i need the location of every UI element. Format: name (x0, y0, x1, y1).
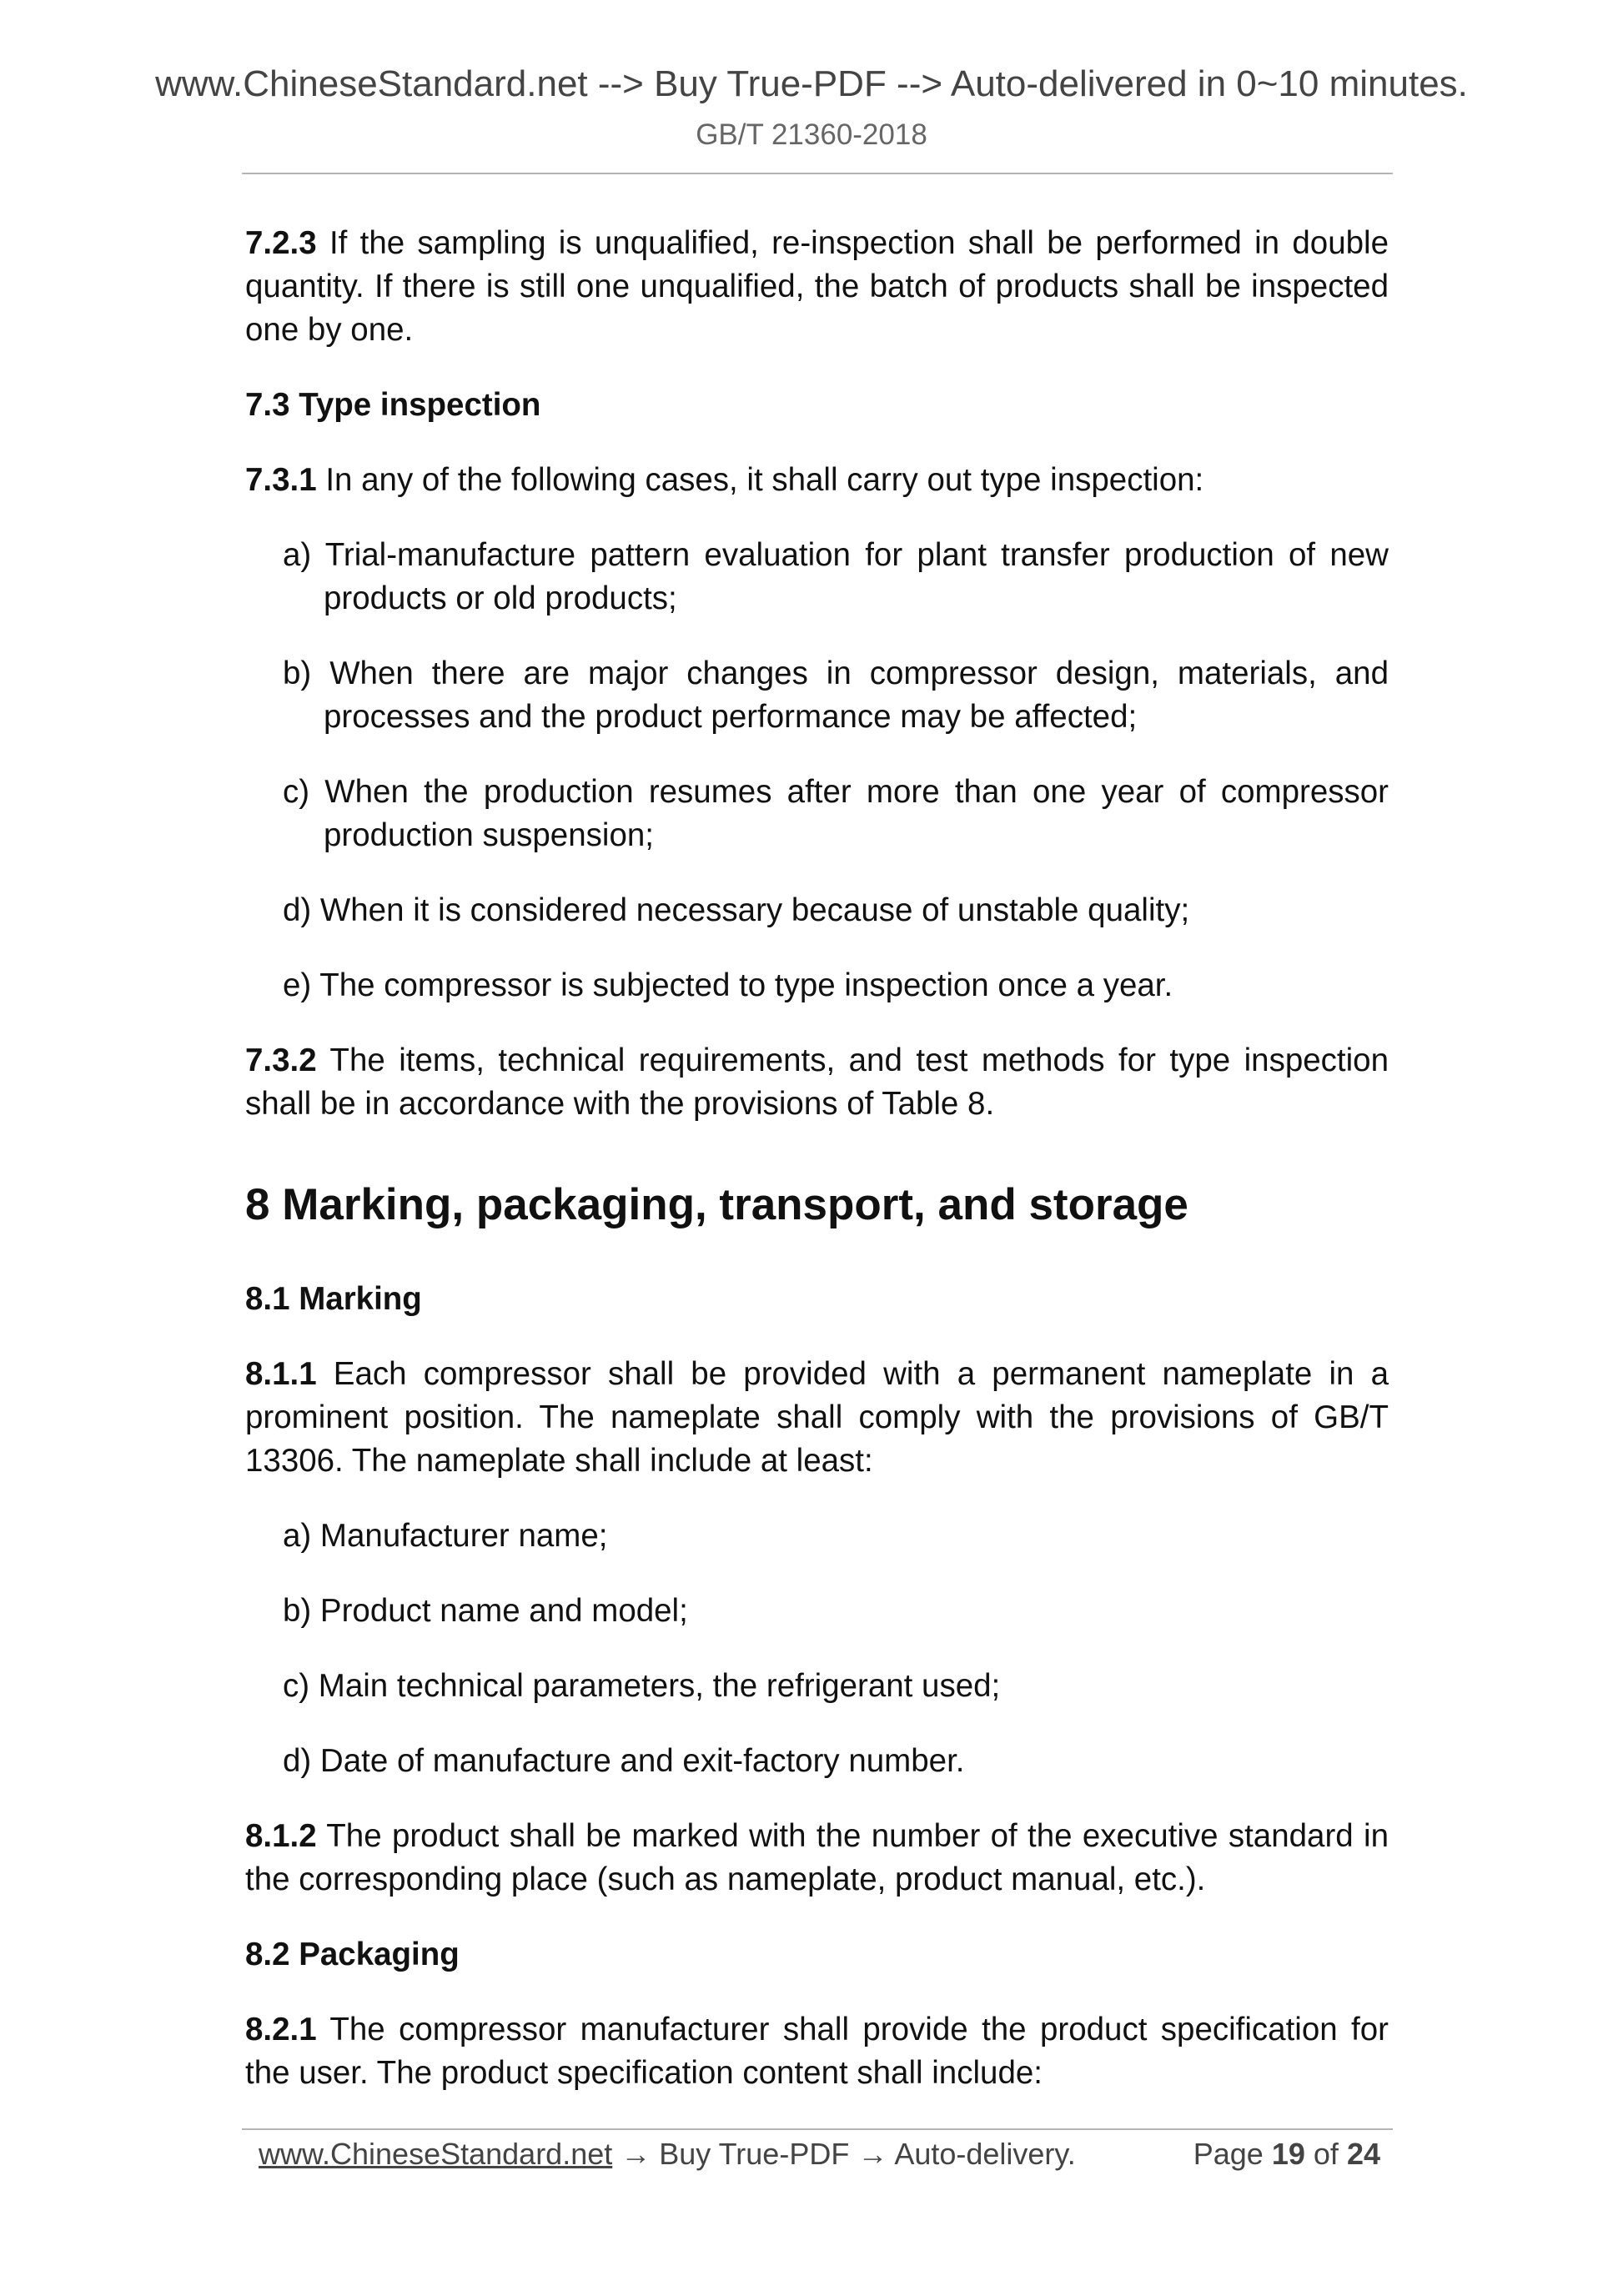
clause-text: The items, technical requirements, and test methods for type inspection shall be in accordance with the provisions of Table 8. (245, 1042, 1389, 1122)
heading-7-3: 7.3 Type inspection (245, 387, 541, 423)
list-item: a) Manufacturer name; (283, 1518, 608, 1554)
footer-promo-text: → Buy True-PDF → Auto-delivery. (612, 2137, 1076, 2171)
clause-7-3-2 (245, 1039, 1389, 1126)
page-total: 24 (1346, 2137, 1380, 2171)
clause-text: The compressor manufacturer shall provide the product specification for the user. The product specification content shall include: (245, 2012, 1389, 2091)
clause-8-1-1 (245, 1353, 1389, 1483)
list-item: e) The compressor is subjected to type inspection once a year. (283, 967, 1173, 1003)
page-label: Page (1193, 2137, 1264, 2171)
clause-text: The product shall be marked with the number of the executive standard in the corresponding place (such as nameplate, product manual, etc.). (245, 1818, 1389, 1897)
clause-8-1-2 (245, 1815, 1389, 1902)
page-header (0, 62, 1623, 155)
header-divider (242, 173, 1393, 174)
list-item: d) When it is considered necessary because of unstable quality; (283, 892, 1190, 928)
page-number: 19 (1271, 2137, 1305, 2171)
footer-site-link[interactable]: www.ChineseStandard.net (259, 2137, 613, 2171)
list-8-1-1 (245, 1515, 1389, 1783)
clause-number: 8.1.2 (245, 1818, 317, 1854)
page-body (245, 222, 1389, 2127)
footer-divider (242, 2128, 1393, 2130)
page-footer (259, 2133, 1389, 2175)
clause-8-2-1 (245, 2008, 1389, 2095)
list-item: b) Product name and model; (283, 1593, 688, 1629)
header-promo-line: www.ChineseStandard.net --> Buy True-PDF --> Auto-delivered in 0~10 minutes. (155, 63, 1468, 104)
list-item: c) Main technical parameters, the refrigerant used; (283, 1668, 1001, 1704)
clause-text: If the sampling is unqualified, re-inspection shall be performed in double quantity. If there is still one unqualified, the batch of products shall be inspected one by one. (245, 225, 1389, 348)
page-counter (1193, 2133, 1380, 2175)
heading-8-2: 8.2 Packaging (245, 1937, 460, 1972)
list-item: a) Trial-manufacture pattern evaluation for plant transfer production of new products or old products; (283, 537, 1389, 616)
clause-number: 7.3.1 (245, 462, 317, 498)
heading-8-1: 8.1 Marking (245, 1281, 422, 1317)
list-7-3-1 (245, 534, 1389, 1007)
list-item: b) When there are major changes in compressor design, materials, and processes and the product performance may be affected; (283, 656, 1389, 735)
clause-7-2-3 (245, 222, 1389, 352)
clause-number: 7.3.2 (245, 1042, 317, 1078)
clause-7-3-1 (245, 459, 1389, 502)
clause-number: 7.2.3 (245, 225, 317, 261)
clause-text: In any of the following cases, it shall carry out type inspection: (325, 462, 1204, 498)
clause-number: 8.1.1 (245, 1356, 317, 1392)
of-label: of (1313, 2137, 1339, 2171)
section-8-title: 8 Marking, packaging, transport, and storage (245, 1180, 1188, 1229)
list-item: d) Date of manufacture and exit-factory number. (283, 1743, 965, 1779)
clause-text: Each compressor shall be provided with a permanent nameplate in a prominent position. The nameplate shall comply with the provisions of GB/T 13306. The nameplate shall include at least: (245, 1356, 1389, 1479)
clause-number: 8.2.1 (245, 2012, 317, 2047)
header-standard-number: GB/T 21360-2018 (696, 118, 927, 151)
list-item: c) When the production resumes after more than one year of compressor production suspension; (283, 774, 1389, 853)
